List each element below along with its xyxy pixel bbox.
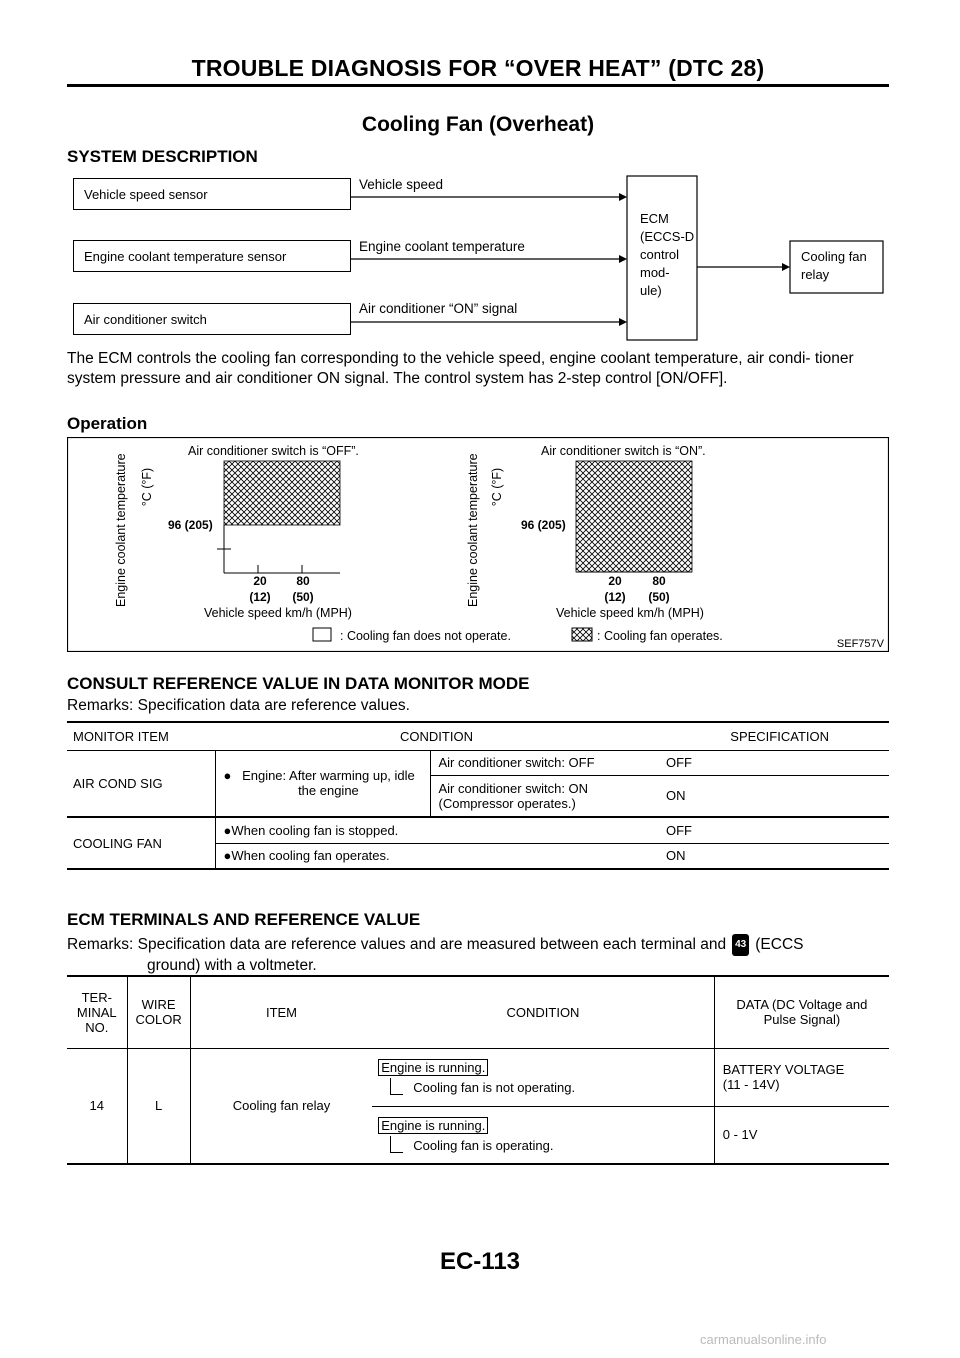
chart-off-y-unit: °C (°F) <box>140 467 154 507</box>
condition-cell <box>372 1048 714 1106</box>
table-header-row <box>67 722 889 750</box>
system-description-heading: SYSTEM DESCRIPTION <box>67 147 258 166</box>
consult-heading: CONSULT REFERENCE VALUE IN DATA MONITOR MODE <box>67 674 530 693</box>
ecm-line: control <box>640 247 680 262</box>
consult-table <box>67 721 889 870</box>
operation-charts <box>67 437 889 652</box>
chart-on-y-unit: °C (°F) <box>490 467 504 507</box>
chart-on-x-tick: 20 <box>608 574 622 588</box>
state-label: Engine is running. <box>378 1117 488 1134</box>
legend-off-swatch <box>313 628 331 641</box>
branch-connector <box>390 1136 403 1153</box>
condition-cell <box>215 843 658 869</box>
system-block-diagram <box>0 0 960 350</box>
spec-value: ON <box>666 788 686 804</box>
sub-state: Cooling fan is operating. <box>413 1137 554 1153</box>
branch-connector <box>390 1078 403 1095</box>
chart-on-x-tick: 80 <box>652 574 666 588</box>
chart-off-x-tick: 80 <box>296 574 310 588</box>
wire-color: L <box>127 1048 190 1164</box>
bullet-icon: ● <box>223 848 232 864</box>
remarks-text-cont: (ECCS <box>755 936 804 953</box>
relay-line: Cooling fan <box>801 249 867 264</box>
signal-ac-on: Air conditioner “ON” signal <box>359 301 518 316</box>
operation-heading: Operation <box>67 414 148 433</box>
data-cell <box>714 1048 889 1106</box>
chart-off-y-tick: 96 (205) <box>168 518 213 532</box>
spec-value: ON <box>666 848 686 864</box>
terminals-remarks <box>67 934 889 976</box>
cooling-fan-relay-box-label <box>801 248 867 284</box>
chart-on-title: Air conditioner switch is “ON”. <box>541 444 706 458</box>
sub-state: Cooling fan is not operating. <box>413 1080 576 1095</box>
spec-value: OFF <box>666 822 692 838</box>
sub-condition: Air conditioner switch: OFF <box>438 755 595 770</box>
chart-off-x-tick: (12) <box>249 590 271 604</box>
column-header: CONDITION <box>400 728 473 744</box>
condition-cell <box>215 817 658 843</box>
ecm-line: mod- <box>640 265 670 280</box>
table-header-row <box>67 976 889 1048</box>
chart-off-title: Air conditioner switch is “OFF”. <box>188 444 359 458</box>
monitor-item: AIR COND SIG <box>67 750 215 817</box>
watermark: carmanualsonline.info <box>700 1332 827 1347</box>
relay-line: relay <box>801 267 830 282</box>
signal-coolant-temp: Engine coolant temperature <box>359 239 525 254</box>
legend-off-label: : Cooling fan does not operate. <box>340 629 511 643</box>
ground-terminal-badge: 43 <box>732 934 749 956</box>
chart-on-x-tick: (12) <box>604 590 626 604</box>
remarks-line2: ground) with a voltmeter. <box>147 957 317 974</box>
bullet-icon: ● <box>223 768 232 784</box>
terminals-table <box>67 975 889 1165</box>
ac-switch-box: Air conditioner switch <box>73 303 351 335</box>
consult-remarks: Remarks: Specification data are reference values. <box>67 697 410 714</box>
data-cell <box>714 1106 889 1164</box>
data-value: 0 - 1V <box>722 1127 758 1143</box>
legend-on-label: : Cooling fan operates. <box>597 629 723 643</box>
page-title: Cooling Fan (Overheat) <box>361 113 595 136</box>
chart-on-x-tick: (50) <box>648 590 670 604</box>
ecm-line: ule) <box>640 283 662 298</box>
legend-on-swatch <box>572 628 592 641</box>
table-row <box>67 817 889 843</box>
chart-on-y-label: Engine coolant temperature <box>466 453 480 607</box>
chart-off-x-label: Vehicle speed km/h (MPH) <box>204 606 352 620</box>
table-row <box>67 750 889 775</box>
terminals-heading: ECM TERMINALS AND REFERENCE VALUE <box>67 910 421 929</box>
chart-on-operate-region <box>576 461 692 572</box>
column-header: ITEM <box>265 1004 298 1020</box>
page-header: TROUBLE DIAGNOSIS FOR “OVER HEAT” (DTC 28) <box>191 55 765 81</box>
condition-text: When cooling fan operates. <box>231 848 390 864</box>
column-header: TER- MINAL NO. <box>67 976 127 1048</box>
data-value: (11 - 14V) <box>722 1077 780 1092</box>
signal-vehicle-speed: Vehicle speed <box>359 177 444 192</box>
condition-cell <box>215 750 430 817</box>
condition-text: Engine: After warming up, idle the engine <box>242 768 415 799</box>
terminal-no: 14 <box>67 1048 127 1164</box>
condition-cell <box>372 1106 714 1164</box>
condition-text: When cooling fan is stopped. <box>231 822 399 838</box>
vehicle-speed-sensor-box: Vehicle speed sensor <box>73 178 351 210</box>
spec-value: OFF <box>666 755 692 770</box>
column-header: MONITOR ITEM <box>73 728 169 744</box>
chart-on-x-label: Vehicle speed km/h (MPH) <box>556 606 704 620</box>
sub-condition: Air conditioner switch: ON (Compressor operates.) <box>438 780 589 811</box>
ecm-line: (ECCS-D <box>640 229 695 244</box>
system-description-text: The ECM controls the cooling fan corresponding to the vehicle speed, engine coolant temperature, air condi- tioner system pressure and air conditioner ON signal. The control system has 2-step control [ON/OFF]. <box>67 350 854 387</box>
chart-off-operate-region <box>224 461 340 525</box>
terminal-item: Cooling fan relay <box>232 1098 331 1114</box>
ecm-box-label <box>640 210 694 300</box>
column-header: DATA (DC Voltage and Pulse Signal) <box>714 976 889 1048</box>
chart-on-y-tick: 96 (205) <box>521 518 566 532</box>
chart-off-y-label: Engine coolant temperature <box>114 453 128 607</box>
data-value: BATTERY VOLTAGE <box>722 1062 845 1077</box>
column-header: SPECIFICATION <box>730 728 829 744</box>
column-header: CONDITION <box>506 1004 580 1020</box>
chart-off-x-tick: (50) <box>292 590 314 604</box>
monitor-item: COOLING FAN <box>67 817 215 869</box>
figure-code: SEF757V <box>836 638 884 650</box>
bullet-icon: ● <box>223 822 232 838</box>
chart-off-x-tick: 20 <box>253 574 267 588</box>
column-header: WIRE COLOR <box>127 976 190 1048</box>
ecm-line: ECM <box>640 211 669 226</box>
table-row <box>67 1048 889 1106</box>
page-number: EC-113 <box>439 1248 521 1275</box>
state-label: Engine is running. <box>378 1059 488 1076</box>
coolant-temp-sensor-box: Engine coolant temperature sensor <box>73 240 351 272</box>
remarks-text: Remarks: Specification data are reference values and are measured between each terminal and <box>67 936 727 953</box>
